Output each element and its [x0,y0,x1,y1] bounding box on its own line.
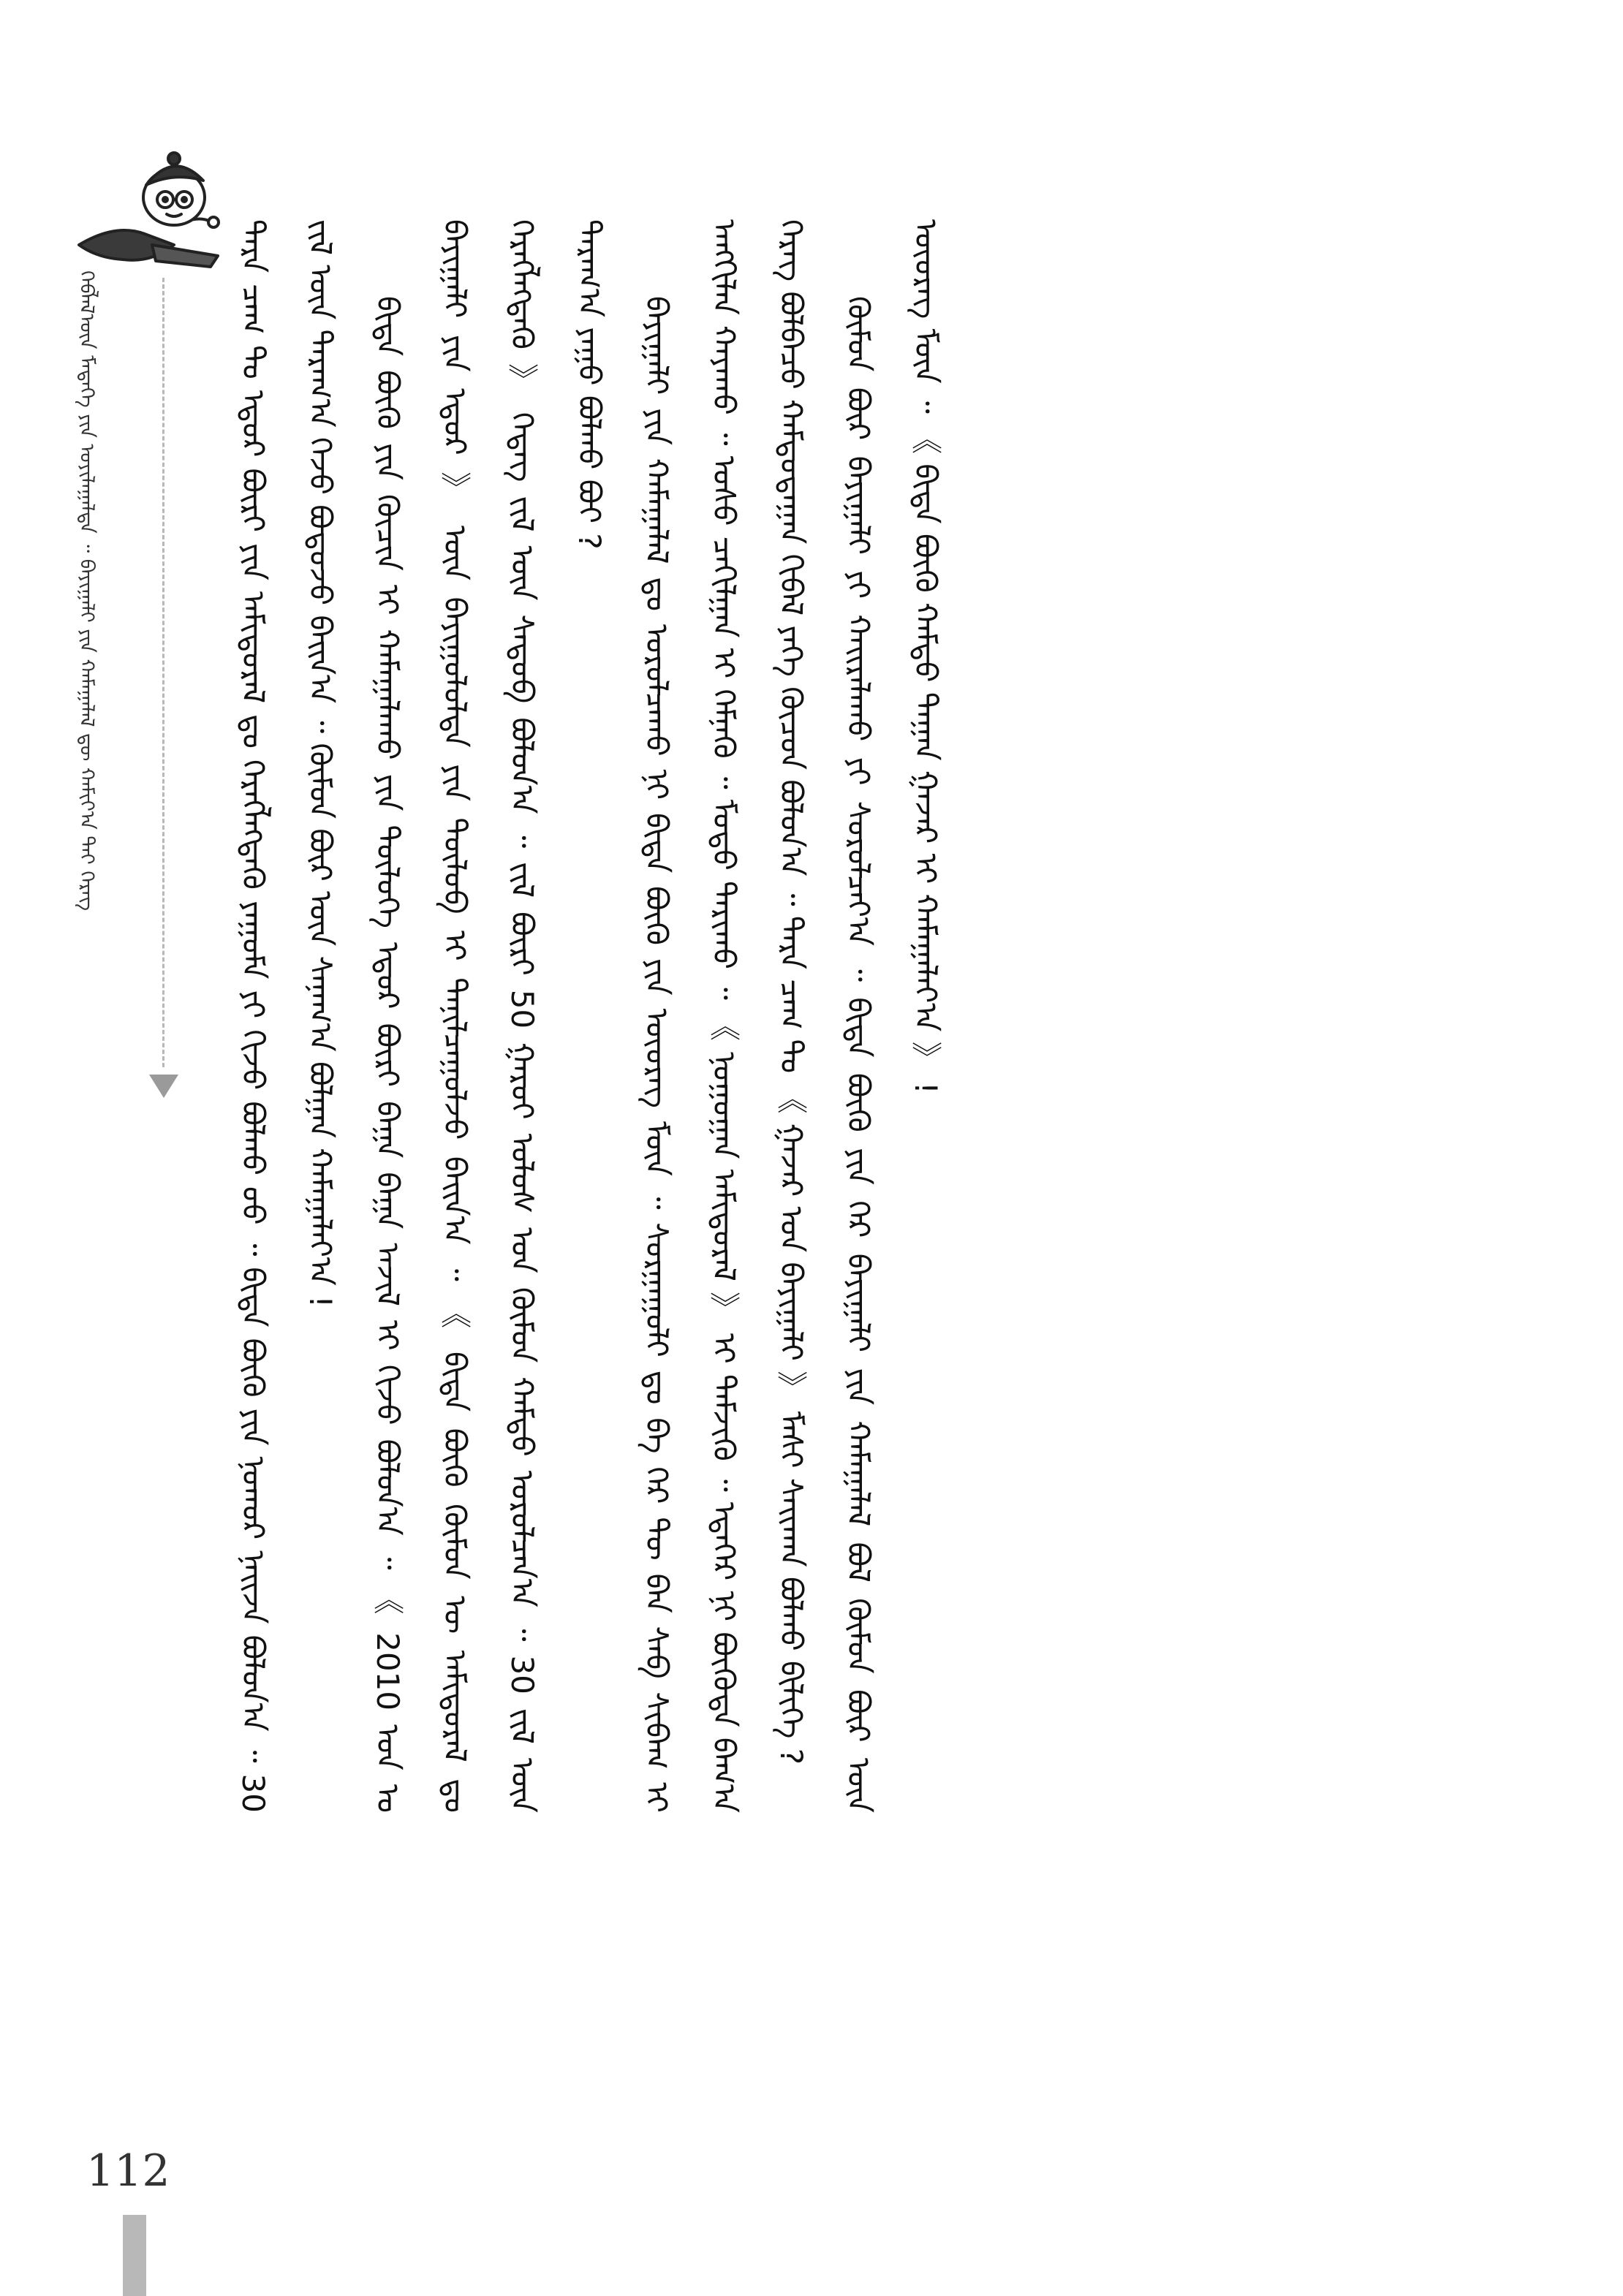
page-edge-tab [123,2215,146,2296]
page-number: 112 [86,2145,170,2197]
mascot-illustration [64,135,225,281]
paragraph: ᠪᠠᠶᠢᠭᠠᠯᠢ ᠶᠢᠨ ᠬᠠᠮᠠᠭᠠᠯᠠᠯ ᠳᠤ ᠣᠷᠣᠯᠴᠠᠬᠤ ᠨᠢ ᠪᠢᠳᠡ ᠪᠦᠬᠦ ᠶᠢᠨ ᠦᠦᠷᠡᠭ ᠮᠦᠨ ᠃ ᠰᠤᠷᠭᠠᠭᠤᠯᠢ ᠳᠤ ᠪᠠ ᠭᠡᠷ ᠲᠦ ᠪᠠᠨ ᠰᠠᠪ ᠰᠢᠪᠠᠭ ᠢ ᠠᠩᠭᠢᠯᠠᠨ ᠬᠠᠶᠠᠬᠤ ᠃ ᠤᠰᠤ ᠴᠠᠬᠢᠯᠭᠠᠨ ᠢ ᠬᠡᠮᠨᠡᠬᠦ ᠃ ᠮᠣᠳᠣ ᠲᠠᠷᠢᠬᠤ ᠃ 《 ᠨᠣᠭᠣᠭᠠᠨ ᠠᠮᠢᠳᠤᠷᠠᠯ 》 ᠢ ᠳᠡᠮᠵᠢᠬᠦ ᠃ ᠡᠳᠡᠭᠡᠷ ᠨᠢ ᠪᠦᠭᠦᠳᠡ ᠪᠠᠭ᠎ᠠ ᠬᠡᠷᠡᠭ ᠪᠣᠯᠪᠠᠴᠤ ᠬᠠᠮᠲᠤᠳᠠᠭᠠᠨ ᠬᠢᠪᠡᠯ ᠶᠡᠬᠡ ᠬᠦᠴᠦᠨ ᠪᠣᠯᠣᠨ᠎ᠠ ᠃ ᠲᠡᠷᠡ ᠴᠠᠭ ᠲᠤ 《 ᠭᠠᠵᠠᠷ ᠤᠨ ᠪᠠᠶᠢᠭᠠᠯᠢ 》 ᠮᠠᠰᠢ ᠰᠠᠢᠬᠠᠨ ᠪᠣᠯᠬᠤ ᠪᠢᠯᠢᠭᠡ ? [639,219,809,1813]
paragraph: ᠪᠢᠳᠡ ᠪᠦᠬᠦ ᠶᠢᠨ ᠬᠦᠴᠢᠨ ᠢ ᠬᠠᠮᠠᠭᠠᠯᠠᠬᠤ ᠶᠢᠨ ᠲᠥᠯᠦᠭᠡ ᠡᠳᠦᠷ ᠪᠦᠷᠢ ᠪᠠᠭᠠ ᠪᠠᠭᠠ ᠠᠵᠢᠯ ᠢ ᠬᠢᠵᠦ ᠪᠣᠯᠣᠨ᠎ᠠ ᠃ 《 2010 ᠣᠨ ᠤ ᠪᠠᠶᠢᠭᠠᠯᠢ ᠶᠢᠨ ᠡᠳᠦᠷ 》 ᠦᠨ ᠪᠠᠶᠢᠭᠤᠯᠤᠯᠲᠠ ᠶᠢᠨ ᠲᠥᠯᠦᠪ ᠢ ᠲᠠᠨᠢᠯᠴᠠᠭᠤᠯᠵᠤ ᠪᠠᠢᠨ᠎ᠠ ᠃ 《 ᠪᠢᠳᠡ ᠪᠦᠬᠦ ᠬᠦᠮᠦᠨ ᠦ ᠠᠮᠢᠳᠤᠷᠠᠯ ᠳᠤ ᠬᠡᠷᠡᠭᠯᠡᠭᠳᠡᠬᠦ 》 ᠭᠡᠳᠡᠭ ᠵᠢᠯ ᠦᠨ ᠰᠡᠳᠦᠪ ᠪᠣᠯᠤᠨ᠎ᠠ ᠃ ᠵᠢᠯ ᠪᠦᠷᠢ 50 ᠭᠠᠷᠤᠢ ᠤᠯᠤᠰ ᠤᠨ ᠬᠦᠮᠦᠨ ᠬᠠᠮᠳᠤ ᠣᠷᠣᠯᠴᠠᠨ᠎ᠠ ᠃ 30 ᠵᠢᠯ ᠦᠨ ᠳᠠᠷᠠᠭ᠎ᠠ ᠶᠠᠭᠤ ᠪᠣᠯᠬᠤ ᠪᠣᠢ ? [370,219,608,1813]
triangle-marker-icon [149,1075,178,1098]
running-header: ᠬᠡᠪᠯᠡᠯ᠎ᠦᠨ ᠮᠡᠳᠡᠭᠡ ᠶᠢᠨ ᠣᠶᠢᠯᠠᠭᠠᠯᠲᠠ ᠃ ᠪᠠᠶᠢᠭᠠᠯᠢ ᠶᠢᠨ ᠬᠠᠮᠠᠭᠠᠯᠠᠯ ᠳᠦ ᠬᠠᠮᠢᠶ᠎ᠠ ᠲᠠᠢ ᠬᠡᠷᠡᠭ [75,270,98,912]
body-text [219,219,1462,1813]
paragraph: ᠬᠦᠮᠦᠨ ᠪᠦᠷ ᠪᠠᠶᠢᠭᠠᠯᠢ ᠶᠢ ᠬᠠᠢᠷᠠᠯᠠᠬᠤ ᠶᠢ ᠰᠤᠷᠤᠯᠴᠠᠶ᠎ᠠ ᠃ ᠪᠢᠳᠡ ᠪᠦᠬᠦ ᠶᠢᠨ ᠭᠡᠷ ᠪᠠᠶᠢᠭᠠᠯᠢ ᠶᠢᠨ ᠬᠠᠮᠠᠭᠠᠯᠠᠯ ᠪᠣᠯ ᠬᠦᠮᠦᠨ ᠪᠦᠷ ᠦᠨ ᠦᠦᠷᠡᠭ ᠮᠦᠨ ᠃ 《 ᠪᠢᠳᠡ ᠪᠦᠬᠦ ᠬᠠᠮᠲᠤ ᠳᠠᠭᠠᠨ ᠭᠠᠵᠠᠷ ᠢ ᠬᠠᠮᠠᠭᠠᠯᠠᠶ᠎ᠠ 》 ! [841,219,944,1813]
header-dashed-rule [162,278,164,1067]
paragraph: ᠲᠡᠷᠡ ᠴᠠᠭ ᠲᠤ ᠡᠳᠦᠷ ᠪᠦᠷᠢ ᠶᠢᠨ ᠠᠮᠢᠳᠤᠷᠠᠯ ᠳᠤ ᠬᠡᠷᠡᠭᠯᠡᠭᠳᠡᠬᠦ ᠶᠠᠭᠤᠮᠠ ᠶᠢ ᠬᠢᠵᠦ ᠪᠣᠯᠬᠤ ᠦᠦ ᠃ ᠪᠢᠳᠡ ᠪᠦᠬᠦ ᠶᠢᠨ ᠨᠣᠬᠤᠷ ᠨᠠᠢᠵᠠ ᠪᠣᠯᠤᠨ᠎ᠠ ᠃ 30 ᠵᠢᠯ ᠦᠨ ᠳᠠᠷᠠᠭ᠎ᠠ ᠭᠡᠵᠦ ᠪᠣᠳᠤᠵᠤ ᠪᠠᠢᠨ᠎ᠠ ᠃ ᠬᠦᠮᠦᠨ ᠪᠦᠷ ᠦᠨ ᠰᠠᠨᠠᠭ᠎ᠠ ᠪᠣᠯᠭᠠᠨ ᠬᠠᠮᠠᠭᠠᠯᠠᠶ᠎ᠠ ! [235,219,338,1813]
